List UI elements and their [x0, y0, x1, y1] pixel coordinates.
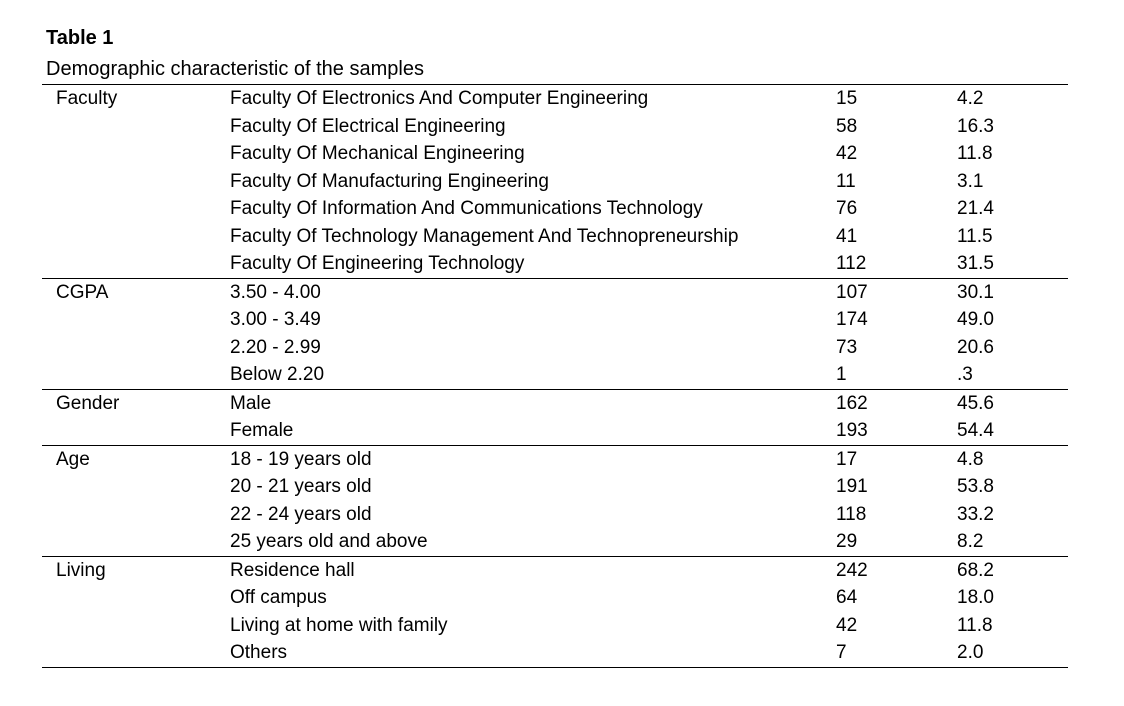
category-cell: Faculty Of Mechanical Engineering	[230, 143, 525, 164]
document-page	[46, 24, 1068, 668]
table-row	[42, 306, 1068, 334]
group-label: Age	[56, 448, 90, 470]
category-cell: Below 2.20	[230, 364, 325, 385]
table-row	[42, 223, 1068, 251]
count-cell: 17	[836, 448, 858, 470]
table-row	[42, 557, 1068, 585]
percent-cell: 21.4	[957, 198, 994, 219]
category-cell: Others	[230, 642, 288, 663]
count-cell: 7	[836, 642, 847, 663]
category-cell: Off campus	[230, 587, 327, 608]
table-row	[42, 417, 1068, 445]
category-cell: 2.20 - 2.99	[230, 336, 321, 358]
percent-cell: 49.0	[957, 309, 994, 330]
table-row	[42, 113, 1068, 141]
category-cell: Female	[230, 420, 294, 441]
category-cell: Faculty Of Information And Communications Technology	[230, 198, 703, 219]
percent-cell: 4.2	[957, 88, 984, 109]
count-cell: 174	[836, 309, 868, 330]
category-cell: 20 - 21 years old	[230, 476, 372, 497]
table-row	[42, 612, 1068, 640]
table-caption: Demographic characteristic of the samples	[46, 58, 424, 80]
count-cell: 58	[836, 115, 858, 137]
category-cell: Residence hall	[230, 559, 355, 581]
count-cell: 42	[836, 143, 858, 164]
category-cell: Faculty Of Electrical Engineering	[230, 115, 506, 137]
category-cell: Faculty Of Manufacturing Engineering	[230, 170, 549, 192]
table-row	[42, 473, 1068, 501]
table-row	[42, 195, 1068, 223]
table-row	[42, 334, 1068, 362]
percent-cell: 8.2	[957, 531, 984, 552]
category-cell: 25 years old and above	[230, 531, 428, 552]
percent-cell: 54.4	[957, 420, 994, 441]
count-cell: 73	[836, 336, 858, 358]
table-group-age	[42, 446, 1068, 557]
category-cell: Male	[230, 392, 272, 414]
table-row	[42, 501, 1068, 529]
percent-cell: 45.6	[957, 392, 994, 414]
table-row	[42, 584, 1068, 612]
percent-cell: 11.8	[957, 143, 993, 164]
table-row	[42, 279, 1068, 307]
category-cell: 22 - 24 years old	[230, 503, 372, 525]
percent-cell: 53.8	[957, 476, 994, 497]
count-cell: 11	[836, 170, 856, 192]
percent-cell: 30.1	[957, 281, 994, 303]
count-cell: 107	[836, 281, 868, 303]
group-label: Faculty	[56, 88, 118, 109]
table-row	[42, 390, 1068, 418]
table-number: Table 1	[46, 27, 114, 49]
count-cell: 41	[836, 225, 858, 247]
count-cell: 29	[836, 531, 858, 552]
count-cell: 112	[836, 253, 867, 274]
category-cell: Faculty Of Electronics And Computer Engineering	[230, 88, 649, 109]
table-row	[42, 528, 1068, 556]
category-cell: Living at home with family	[230, 614, 448, 636]
table-group-faculty	[42, 85, 1068, 279]
percent-cell: 18.0	[957, 587, 994, 608]
group-label: Living	[56, 559, 106, 581]
table-row	[42, 140, 1068, 168]
count-cell: 191	[836, 476, 868, 497]
percent-cell: 11.8	[957, 614, 993, 636]
percent-cell: 31.5	[957, 253, 994, 274]
table-row	[42, 361, 1068, 389]
group-label: CGPA	[56, 281, 109, 303]
group-label: Gender	[56, 392, 120, 414]
table-group-living	[42, 557, 1068, 668]
count-cell: 193	[836, 420, 868, 441]
percent-cell: 16.3	[957, 115, 994, 137]
table-group-gender	[42, 390, 1068, 446]
count-cell: 42	[836, 614, 858, 636]
demographics-table	[42, 84, 1068, 668]
percent-cell: 4.8	[957, 448, 984, 470]
percent-cell: 68.2	[957, 559, 994, 581]
table-row	[42, 168, 1068, 196]
category-cell: Faculty Of Engineering Technology	[230, 253, 525, 274]
table-row	[42, 639, 1068, 667]
percent-cell: 33.2	[957, 503, 994, 525]
count-cell: 1	[836, 364, 847, 385]
percent-cell: 3.1	[957, 170, 984, 192]
count-cell: 162	[836, 392, 868, 414]
count-cell: 15	[836, 88, 858, 109]
table-row	[42, 446, 1068, 474]
category-cell: 18 - 19 years old	[230, 448, 372, 470]
table-row	[42, 85, 1068, 113]
category-cell: 3.50 - 4.00	[230, 281, 321, 303]
percent-cell: 11.5	[957, 225, 993, 247]
percent-cell: 2.0	[957, 642, 984, 663]
count-cell: 64	[836, 587, 858, 608]
count-cell: 118	[836, 503, 867, 525]
table-row	[42, 250, 1068, 278]
count-cell: 242	[836, 559, 868, 581]
table-group-cgpa	[42, 279, 1068, 390]
category-cell: 3.00 - 3.49	[230, 309, 321, 330]
percent-cell: .3	[957, 364, 973, 385]
count-cell: 76	[836, 198, 858, 219]
category-cell: Faculty Of Technology Management And Technopreneurship	[230, 225, 739, 247]
percent-cell: 20.6	[957, 336, 994, 358]
